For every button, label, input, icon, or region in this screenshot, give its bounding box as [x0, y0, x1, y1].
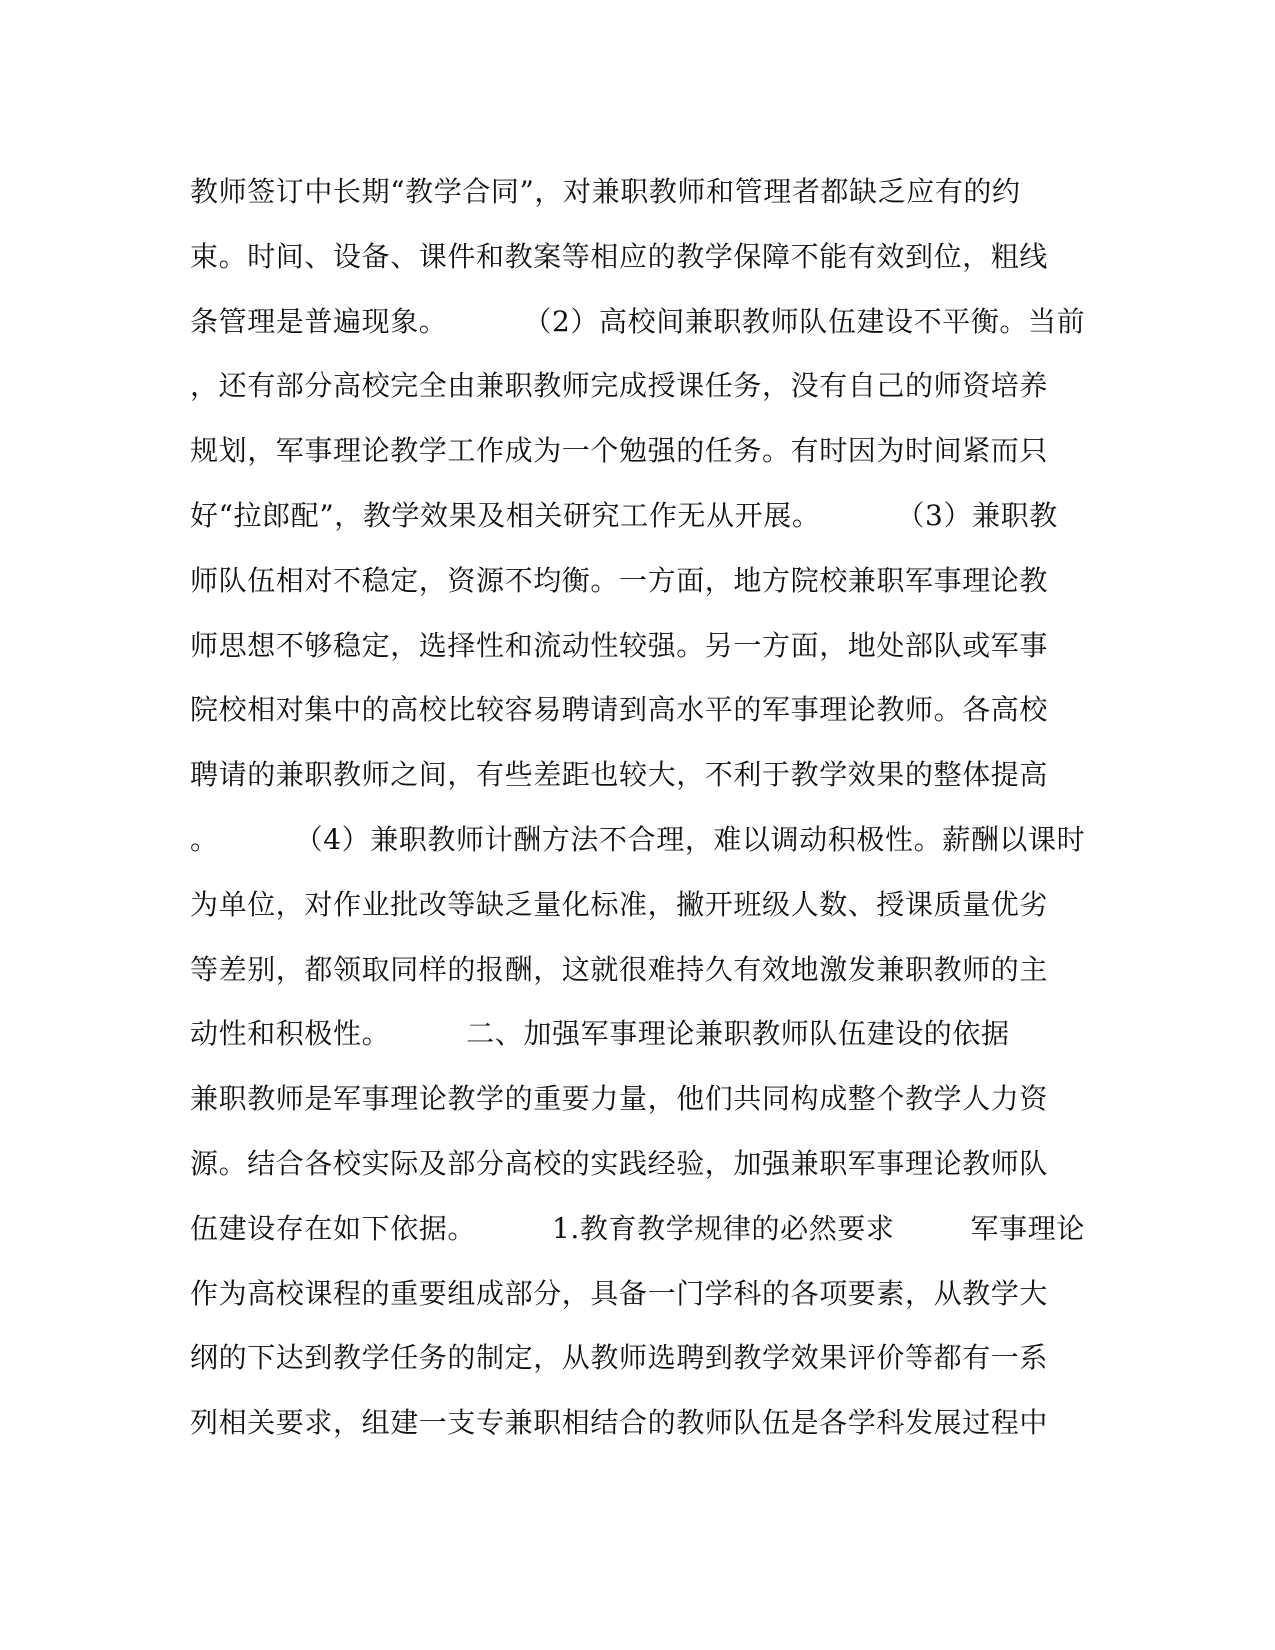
text-line: 束。时间、设备、课件和教案等相应的教学保障不能有效到位，粗线	[190, 239, 1049, 273]
text-line: 教师签订中长期“教学合同”，对兼职教师和管理者都缺乏应有的约	[190, 175, 1021, 208]
text-line: 师队伍相对不稳定，资源不均衡。一方面，地方院校兼职军事理论教	[190, 563, 1049, 597]
text-line: 聘请的兼职教师之间，有些差距也较大，不利于教学效果的整体提高	[190, 758, 1049, 792]
text-line: 兼职教师是军事理论教学的重要力量，他们共同构成整个教学人力资	[190, 1082, 1049, 1116]
text-line: 伍建设存在如下依据。 1.教育教学规律的必然要求 军事理论	[190, 1211, 1085, 1245]
text-line: 好“拉郎配”，教学效果及相关研究工作无从开展。 （3）兼职教	[190, 498, 1058, 532]
text-line: 师思想不够稳定，选择性和流动性较强。另一方面，地处部队或军事	[190, 628, 1049, 662]
text-line: 列相关要求，组建一支专兼职相结合的教师队伍是各学科发展过程中	[190, 1406, 1049, 1440]
text-line: 为单位，对作业批改等缺乏量化标准，撇开班级人数、授课质量优劣	[190, 887, 1049, 921]
text-line: 作为高校课程的重要组成部分，具备一门学科的各项要素，从教学大	[190, 1276, 1049, 1310]
text-line: 条管理是普遍现象。 （2）高校间兼职教师队伍建设不平衡。当前	[190, 304, 1086, 338]
text-line: 纲的下达到教学任务的制定，从教师选聘到教学效果评价等都有一系	[190, 1341, 1049, 1375]
text-line: 动性和积极性。 二、加强军事理论兼职教师队伍建设的依据	[190, 1017, 1010, 1051]
text-line: 规划，军事理论教学工作成为一个勉强的任务。有时因为时间紧而只	[190, 434, 1049, 468]
text-line: 等差别，都领取同样的报酬，这就很难持久有效地激发兼职教师的主	[190, 952, 1049, 986]
text-line: 院校相对集中的高校比较容易聘请到高水平的军事理论教师。各高校	[190, 693, 1049, 727]
text-line: ，还有部分高校完全由兼职教师完成授课任务，没有自己的师资培养	[190, 369, 1049, 403]
text-line: 。 （4）兼职教师计酬方法不合理，难以调动积极性。薪酬以课时	[190, 822, 1086, 856]
body-text	[190, 160, 1090, 1456]
text-line: 源。结合各校实际及部分高校的实践经验，加强兼职军事理论教师队	[190, 1146, 1049, 1180]
